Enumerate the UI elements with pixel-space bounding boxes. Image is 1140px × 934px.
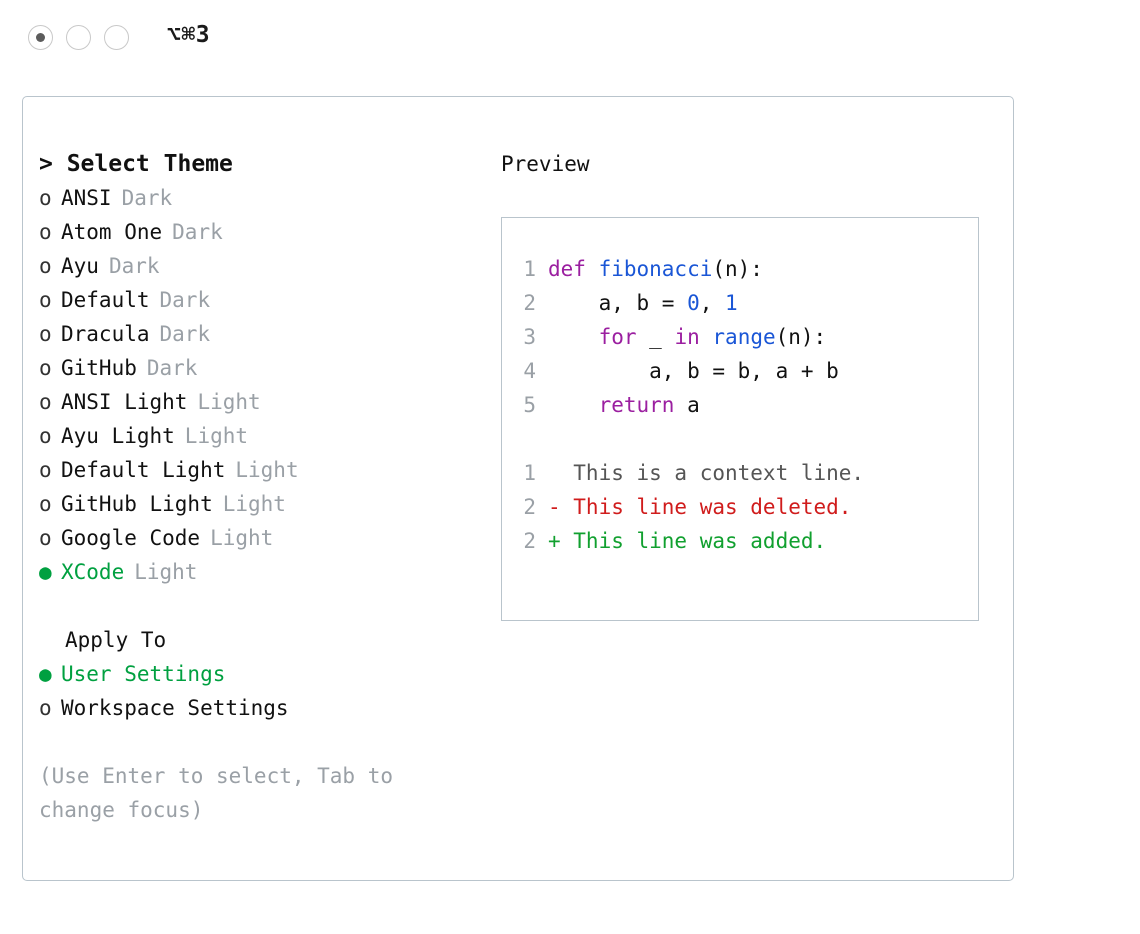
code-span: range [712,325,776,349]
keyboard-hint-text: (Use Enter to select, Tab to change focus) [39,764,406,822]
apply-option-label: User Settings [61,662,226,686]
theme-picker-panel [22,96,1014,881]
theme-option-ansi[interactable] [39,181,479,215]
preview-box [501,217,979,621]
theme-option-github-light[interactable] [39,487,479,521]
code-span: in [674,325,700,349]
code-line [502,252,978,286]
code-line [502,354,978,388]
code-content [548,354,839,388]
theme-list[interactable] [39,181,479,589]
theme-kind: Light [197,390,261,414]
theme-option-google-code[interactable] [39,521,479,555]
code-line [502,320,978,354]
close-button-dot[interactable] [28,25,53,50]
code-content [548,252,763,286]
diff-content: + This line was added. [548,529,827,553]
code-span: return [598,393,675,417]
maximize-button-dot[interactable] [104,25,129,50]
code-content [548,388,700,422]
window-controls[interactable] [28,25,129,50]
radio-icon: o [39,390,52,414]
line-number: 2 [523,495,536,519]
apply-to-heading: Apply To [65,628,167,652]
radio-icon: o [39,424,52,448]
line-number: 3 [523,325,536,349]
diff-line-deleted [502,490,978,524]
theme-kind: Dark [172,220,223,244]
theme-name: Google Code [61,526,201,550]
theme-name: Default [61,288,150,312]
theme-kind: Dark [159,322,211,346]
radio-selected-icon: ● [39,662,52,686]
radio-icon: o [39,220,52,244]
radio-icon: o [39,458,52,482]
code-span: _ [636,325,675,349]
line-number: 4 [523,359,536,383]
code-span: a [674,393,700,417]
radio-icon: o [39,254,52,278]
apply-option-workspace-settings[interactable] [39,691,479,725]
theme-option-atom-one[interactable] [39,215,479,249]
title-bar [0,0,1140,78]
apply-option-user-settings[interactable] [39,657,479,691]
theme-option-default-light[interactable] [39,453,479,487]
code-blank-line [502,422,978,456]
radio-icon: o [39,492,52,516]
code-span [548,325,599,349]
code-span: (n): [775,325,827,349]
theme-name: Ayu [61,254,99,278]
radio-selected-icon: ● [39,560,52,584]
theme-kind: Dark [121,186,173,210]
diff-line-added [502,524,978,558]
theme-name: GitHub [61,356,137,380]
radio-icon: o [39,322,52,346]
preview-heading: Preview [501,152,590,176]
code-span: 1 [725,291,738,315]
theme-kind: Light [184,424,249,448]
theme-name: XCode [61,560,125,584]
preview-column [501,147,1001,621]
code-span: for [598,325,637,349]
diff-content: - This line was deleted. [548,495,852,519]
code-span: 0 [687,291,700,315]
radio-icon: o [39,186,52,210]
radio-icon: o [39,356,52,380]
theme-option-ayu-light[interactable] [39,419,479,453]
theme-name: GitHub Light [61,492,213,516]
keyboard-shortcut-label: ⌥⌘3 [167,22,211,48]
radio-icon: o [39,696,52,720]
theme-name: Ayu Light [61,424,175,448]
radio-icon: o [39,288,52,312]
line-number: 2 [523,529,536,553]
theme-name: ANSI Light [61,390,188,414]
theme-option-ansi-light[interactable] [39,385,479,419]
minimize-button-dot[interactable] [66,25,91,50]
theme-kind: Light [134,560,198,584]
theme-option-ayu[interactable] [39,249,479,283]
code-content [548,320,826,354]
code-span: a, b = b, a + b [548,359,839,383]
code-span [700,325,713,349]
theme-name: Default Light [61,458,226,482]
theme-kind: Light [210,526,274,550]
diff-line-context [502,456,978,490]
code-span: def [548,257,599,281]
code-span: (n): [712,257,763,281]
theme-name: Atom One [61,220,163,244]
code-span: a, b = [548,291,688,315]
theme-kind: Light [235,458,299,482]
theme-name: Dracula [61,322,150,346]
theme-option-github[interactable] [39,351,479,385]
select-theme-heading: > Select Theme [39,151,233,177]
theme-kind: Light [222,492,286,516]
theme-kind: Dark [108,254,160,278]
line-number: 1 [523,461,536,485]
theme-name: ANSI [61,186,112,210]
apply-option-label: Workspace Settings [61,696,289,720]
theme-option-default[interactable] [39,283,479,317]
radio-icon: o [39,526,52,550]
line-number: 5 [523,393,536,417]
code-span: fibonacci [598,257,713,281]
code-span: , [699,291,726,315]
diff-content: This is a context line. [548,461,865,485]
line-number: 1 [523,257,536,281]
line-number: 2 [523,291,536,315]
theme-option-dracula[interactable] [39,317,479,351]
theme-option-xcode[interactable] [39,555,479,589]
code-span [548,393,599,417]
theme-kind: Dark [159,288,211,312]
theme-kind: Dark [146,356,198,380]
theme-selection-column [39,147,479,827]
code-line [502,388,978,422]
code-line [502,286,978,320]
code-content [548,286,738,320]
